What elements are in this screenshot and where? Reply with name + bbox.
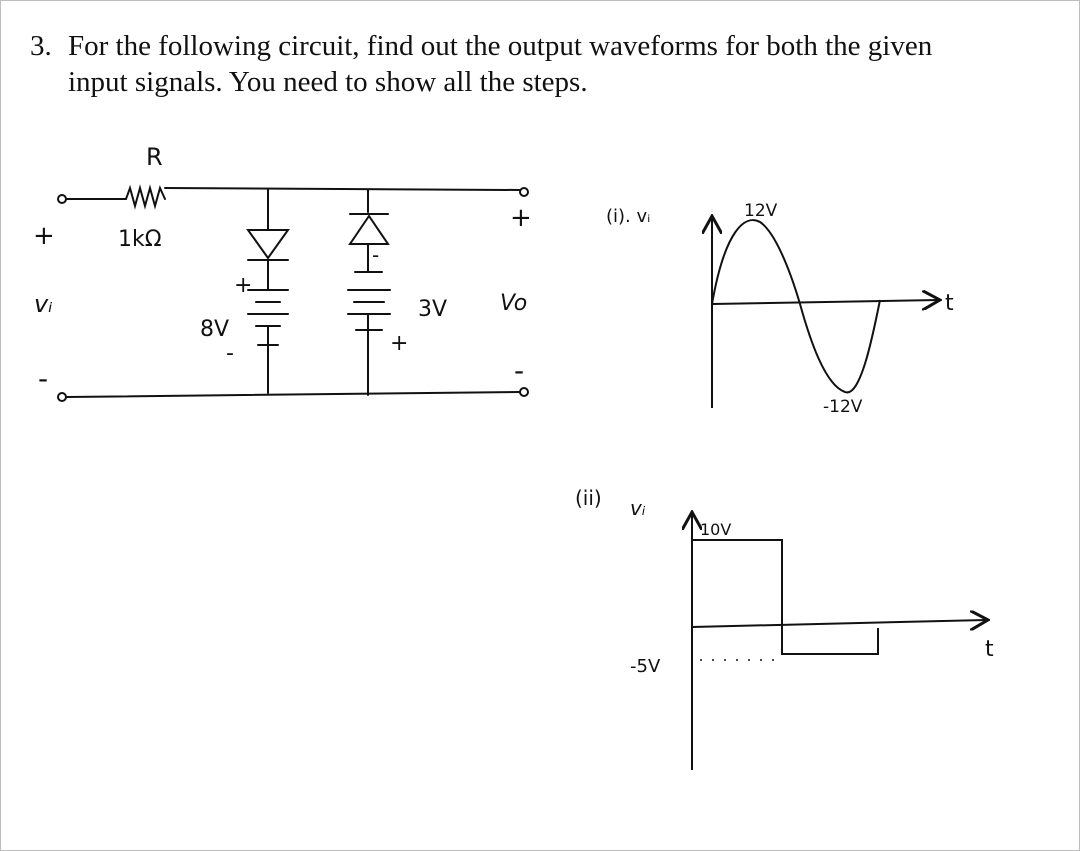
battery-2-value: 3V [418,297,448,322]
diode-2-symbol [350,216,388,244]
signal-i-time-label: t [945,291,954,316]
signal-ii-vi-label: vᵢ [630,496,646,520]
input-minus-sign: - [38,362,49,395]
battery-1-minus: - [226,341,234,366]
diode-1-symbol [248,230,288,258]
output-voltage-label: Vo [500,291,528,316]
question-number: 3. [30,30,52,62]
signal-ii-time-axis [692,620,986,627]
branch-diode-3v [348,190,390,395]
battery-2-plus: + [390,331,409,356]
output-terminal-bottom [520,388,528,396]
battery-1-plus: + [234,273,253,298]
signal-i-peak-negative: -12V [823,397,863,417]
input-plus-sign: + [33,221,55,251]
signal-ii-square-wave [692,540,878,654]
output-terminal-top [520,188,528,196]
branch-diode-8v [248,189,288,393]
signal-i-graph [606,201,954,417]
resistor-value: 1kΩ [118,227,162,252]
signal-ii-label: (ii) [575,486,602,510]
battery-2-minus: - [372,243,380,267]
bottom-rail [66,392,520,397]
input-voltage-label: vᵢ [34,290,53,318]
question-line-1: For the following circuit, find out the output waveforms for both the given [68,30,933,62]
signal-i-label: (i). vᵢ [606,206,651,227]
signal-ii-time-label: t [985,637,994,662]
output-plus-sign: + [510,203,532,233]
signal-ii-high-level: 10V [700,520,732,539]
signal-ii-low-level: -5V [630,656,661,677]
resistor-label: R [146,143,163,171]
clipper-circuit [58,188,528,401]
signal-i-sine-wave [712,220,880,392]
input-terminal-bottom [58,393,66,401]
signal-i-peak-positive: 12V [744,201,778,221]
signal-ii-graph [575,486,994,770]
input-terminal-top [58,195,66,203]
signal-i-time-axis [712,300,938,304]
resistor [126,188,165,206]
question-line-2: input signals. You need to show all the steps. [68,66,588,98]
output-minus-sign: - [514,354,525,387]
top-rail [165,188,520,190]
battery-1-value: 8V [200,317,230,342]
